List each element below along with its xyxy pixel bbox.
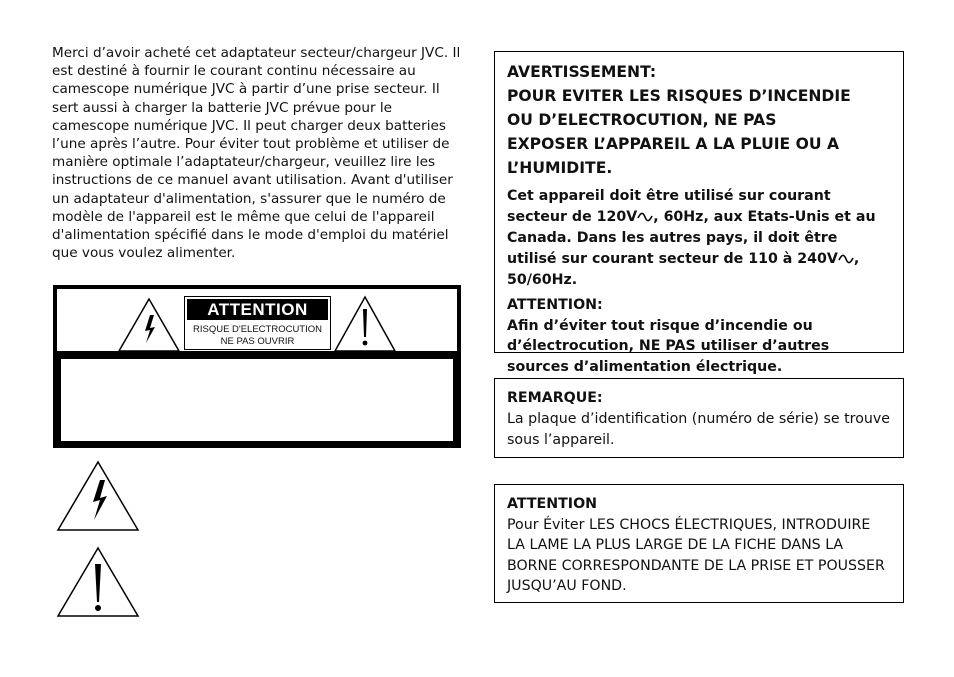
caution-attention-title: ATTENTION — [187, 299, 328, 320]
intro-paragraph: Merci d’avoir acheté cet adaptateur secteur/chargeur JVC. Il est destiné à fournir le courant continu nécessaire au camescope numérique JVC à partir d’une prise secteur. Il sert aussi à charger la batterie JVC prévue pour le camescope numérique JVC. Il peut charger deux batteries l’une après l’autre. Pour éviter tout problème et utiliser de manière optimale l’adaptateur/chargeur, veuillez lire les instructions de ce manuel avant utilisation. Avant d'utiliser un adaptateur d'alimentation, s'assurer que le numéro de modèle de l'appareil est le même que celui de l'appareil d'alimentation spécifié dans le mode d'emploi du matériel que vous voulez alimenter. — [52, 45, 461, 262]
caution-label-panel — [53, 285, 461, 448]
plug-warning-text: Pour Éviter LES CHOCS ÉLECTRIQUES, INTRODUIRE LA LAME LA PLUS LARGE DE LA FICHE DANS LA BORNE CORRESPONDANTE DE LA PRISE ET POUSSER JUSQU’AU FOND. — [507, 516, 885, 595]
caution-line-2: NE PAS OUVRIR — [220, 335, 295, 347]
warning-headline-2: OU D’ELECTROCUTION, NE PAS — [507, 111, 777, 129]
warning-title: AVERTISSEMENT: — [507, 63, 657, 81]
plug-warning-box — [494, 484, 904, 603]
warning-headline-4: L’HUMIDITE. — [507, 159, 613, 177]
exclamation-warning-icon — [333, 295, 397, 353]
note-title: REMARQUE: — [507, 390, 603, 406]
caution-label-bottom — [61, 359, 453, 441]
plug-warning-title: ATTENTION — [507, 496, 598, 512]
caution-line-1: RISQUE D'ELECTROCUTION — [192, 324, 323, 335]
caution-label-top — [57, 289, 457, 351]
lightning-warning-icon — [56, 460, 140, 532]
power-text-c: , 50/60Hz. — [507, 251, 860, 288]
ac-symbol-icon — [637, 212, 653, 222]
power-requirements — [507, 186, 891, 291]
warning-box — [494, 51, 904, 375]
attention-subtitle: ATTENTION: — [507, 297, 603, 313]
note-box — [494, 378, 904, 458]
lightning-warning-icon — [117, 297, 181, 353]
attention-text: Afin d’éviter tout risque d’incendie ou d’électrocution, NE PAS utiliser d’autres sources d’alimentation électrique. — [507, 317, 830, 375]
note-text: La plaque d’identification (numéro de série) se trouve sous l’appareil. — [507, 411, 890, 448]
ac-symbol-icon — [838, 254, 854, 264]
warning-headline-1: POUR EVITER LES RISQUES D’INCENDIE — [507, 87, 851, 105]
caution-attention-block — [184, 296, 331, 350]
power-text-a: Cet appareil doit être utilisé sur courant secteur de 120V — [507, 188, 831, 225]
power-text-b: , 60Hz, aux Etats-Unis et au Canada. Dans les autres pays, il doit être utilisé sur courant secteur de 110 à 240V — [507, 209, 876, 267]
exclamation-warning-icon — [56, 546, 140, 618]
warning-headline-3: EXPOSER L’APPAREIL A LA PLUIE OU A — [507, 135, 840, 153]
